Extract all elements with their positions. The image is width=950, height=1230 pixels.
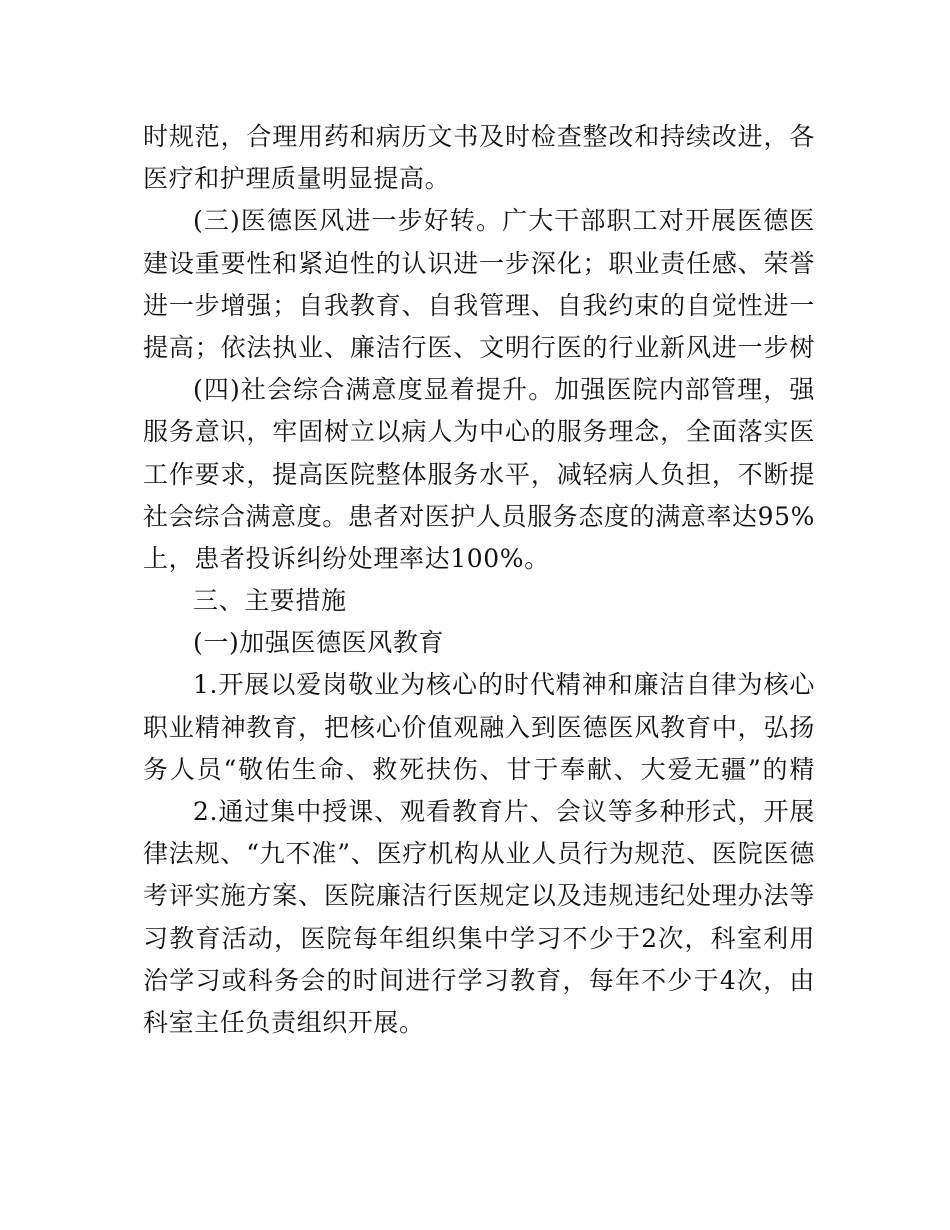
paragraph-line: 习教育活动，医院每年组织集中学习不少于2次，科室利用	[143, 923, 815, 953]
paragraph-line: 医疗和护理质量明显提高。	[143, 164, 451, 194]
subsection-heading: (一)加强医德医风教育	[193, 628, 445, 658]
paragraph-line: (四)社会综合满意度显着提升。加强医院内部管理，强	[193, 375, 815, 405]
paragraph-line: 服务意识，牢固树立以病人为中心的服务理念，全面落实医	[143, 417, 815, 447]
paragraph-line: 提高；依法执业、廉洁行医、文明行医的行业新风进一步树	[143, 332, 815, 362]
paragraph-line: 职业精神教育，把核心价值观融入到医德医风教育中，弘扬	[143, 712, 815, 742]
paragraph-line: 2.通过集中授课、观看教育片、会议等多种形式，开展	[193, 797, 815, 826]
paragraph-line: 工作要求，提高医院整体服务水平，减轻病人负担，不断提	[143, 459, 815, 489]
paragraph-line: (三)医德医风进一步好转。广大干部职工对开展医德医	[193, 206, 815, 236]
document-body	[143, 116, 815, 1044]
paragraph-line: 进一步增强；自我教育、自我管理、自我约束的自觉性进一	[143, 290, 815, 320]
paragraph-line: 考评实施方案、医院廉洁行医规定以及违规违纪处理办法等	[143, 881, 815, 911]
paragraph-line: 时规范，合理用药和病历文书及时检查整改和持续改进，各	[143, 122, 815, 151]
paragraph-line: 社会综合满意度。患者对医护人员服务态度的满意率达95%	[143, 501, 815, 531]
section-heading: 三、主要措施	[193, 586, 347, 616]
paragraph-line: 科室主任负责组织开展。	[143, 1007, 425, 1037]
paragraph-line: 治学习或科务会的时间进行学习教育，每年不少于4次，由	[143, 965, 815, 995]
paragraph-line: 上，患者投诉纠纷处理率达100%。	[143, 543, 550, 573]
paragraph-line: 1.开展以爱岗敬业为核心的时代精神和廉洁自律为核心	[193, 670, 815, 700]
paragraph-line: 律法规、“九不准”、医疗机构从业人员行为规范、医院医德	[143, 839, 815, 869]
paragraph-line: 务人员“敬佑生命、救死扶伤、甘于奉献、大爱无疆”的精	[143, 754, 815, 784]
paragraph-line: 建设重要性和紧迫性的认识进一步深化；职业责任感、荣誉	[143, 248, 815, 278]
